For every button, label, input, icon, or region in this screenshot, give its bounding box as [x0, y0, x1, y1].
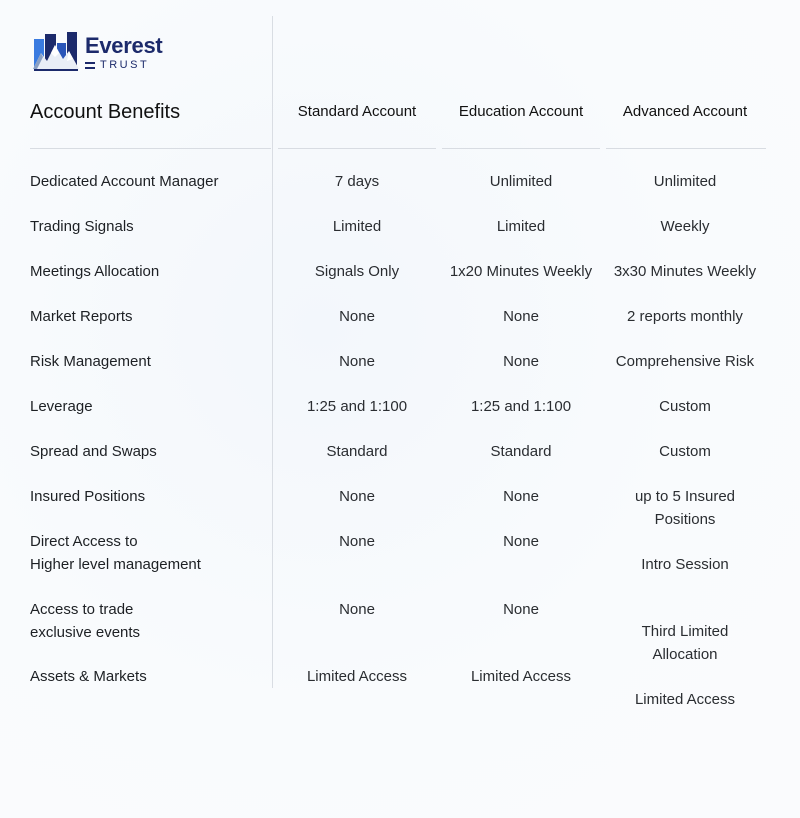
- advanced-cell: Positions: [654, 511, 716, 528]
- header-divider: [30, 148, 271, 149]
- row-label-exclusive-events-line2: exclusive events: [30, 624, 141, 641]
- education-cell: Limited Access: [470, 668, 572, 685]
- education-cell: Unlimited: [489, 173, 553, 190]
- row-label-direct-access-line1: Direct Access to: [30, 533, 138, 550]
- advanced-cell: Comprehensive Risk: [615, 353, 755, 370]
- mountain-logo-icon: [33, 31, 79, 73]
- standard-cell: None: [339, 601, 375, 618]
- advanced-cell: Weekly: [660, 218, 710, 235]
- education-cell: None: [503, 353, 539, 370]
- row-label-direct-access-line2: Higher level management: [30, 556, 201, 573]
- education-cell: None: [503, 533, 539, 550]
- row-label-trading-signals: Trading Signals: [30, 218, 134, 235]
- column-header-education: Education Account: [458, 103, 584, 120]
- advanced-cell: Allocation: [652, 646, 718, 663]
- advanced-cell: Intro Session: [641, 556, 729, 573]
- header-divider: [606, 148, 766, 149]
- education-cell: Standard: [490, 443, 552, 460]
- column-header-advanced: Advanced Account: [622, 103, 748, 120]
- header-divider: [278, 148, 436, 149]
- standard-cell: Standard: [326, 443, 388, 460]
- brand-name: Everest: [85, 33, 163, 58]
- equals-bars-icon: [85, 62, 95, 69]
- advanced-cell: up to 5 Insured: [634, 488, 736, 505]
- education-cell: 1:25 and 1:100: [470, 398, 572, 415]
- page-title: Account Benefits: [30, 101, 181, 123]
- standard-cell: Limited: [332, 218, 382, 235]
- row-label-insured-positions: Insured Positions: [30, 488, 146, 505]
- row-label-assets-markets: Assets & Markets: [30, 668, 147, 685]
- everest-trust-logo[interactable]: [33, 31, 173, 73]
- education-cell: 1x20 Minutes Weekly: [449, 263, 593, 280]
- standard-cell: None: [339, 488, 375, 505]
- row-label-meetings: Meetings Allocation: [30, 263, 160, 280]
- standard-cell: 1:25 and 1:100: [306, 398, 408, 415]
- education-cell: None: [503, 308, 539, 325]
- row-label-market-reports: Market Reports: [30, 308, 133, 325]
- row-label-exclusive-events-line1: Access to trade: [30, 601, 134, 618]
- standard-cell: None: [339, 308, 375, 325]
- advanced-cell: 2 reports monthly: [627, 308, 743, 325]
- standard-cell: None: [339, 353, 375, 370]
- row-label-account-manager: Dedicated Account Manager: [30, 173, 219, 190]
- brand-sub-text: TRUST: [100, 59, 150, 71]
- education-cell: None: [503, 601, 539, 618]
- advanced-cell: Custom: [659, 443, 711, 460]
- standard-cell: Limited Access: [306, 668, 408, 685]
- standard-cell: Signals Only: [314, 263, 400, 280]
- advanced-cell: Third Limited: [641, 623, 729, 640]
- vertical-divider: [272, 16, 273, 688]
- advanced-cell: Unlimited: [653, 173, 717, 190]
- column-header-standard: Standard Account: [297, 103, 417, 120]
- row-label-leverage: Leverage: [30, 398, 93, 415]
- education-cell: None: [503, 488, 539, 505]
- brand-subtitle: [85, 59, 149, 71]
- header-divider: [442, 148, 600, 149]
- standard-cell: None: [339, 533, 375, 550]
- row-label-spread-swaps: Spread and Swaps: [30, 443, 157, 460]
- advanced-cell: Limited Access: [634, 691, 736, 708]
- education-cell: Limited: [496, 218, 546, 235]
- advanced-cell: 3x30 Minutes Weekly: [613, 263, 757, 280]
- standard-cell: 7 days: [334, 173, 380, 190]
- advanced-cell: Custom: [659, 398, 711, 415]
- row-label-risk-management: Risk Management: [30, 353, 151, 370]
